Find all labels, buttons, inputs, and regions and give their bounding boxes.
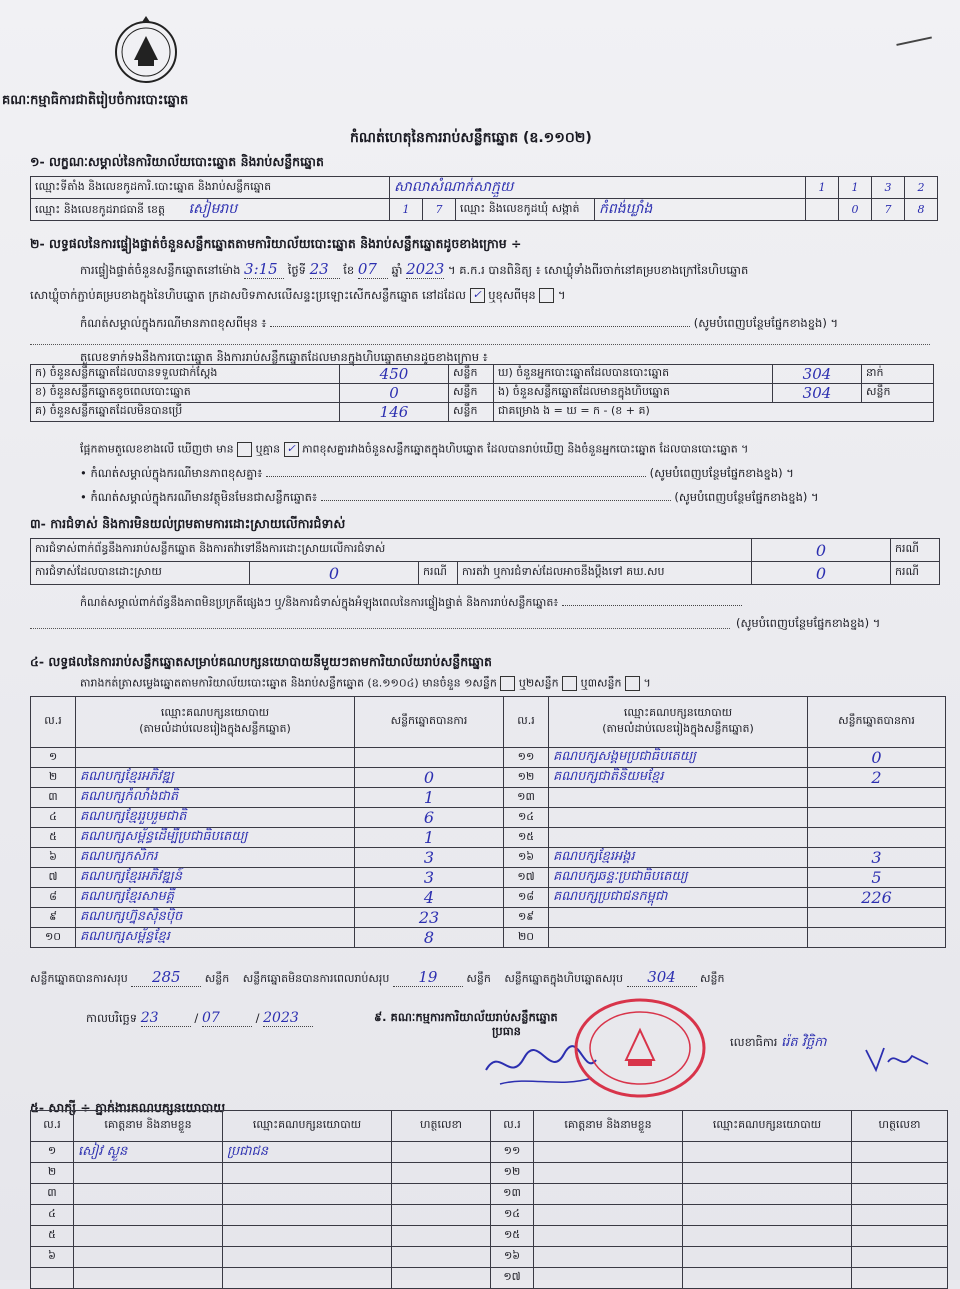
witness-no: ១៤: [491, 1205, 534, 1226]
authority-name: គណៈកម្មាធិការជាតិរៀបចំការបោះឆ្នោត: [2, 93, 189, 108]
counts-table: [30, 364, 934, 422]
witness-party: ប្រជាជន: [223, 1142, 392, 1163]
note-difference-field[interactable]: [270, 326, 690, 327]
party-name: គណបក្សខ្មែរសាមគ្គី: [76, 888, 355, 908]
province-code-digit: 1: [390, 199, 423, 221]
count-a-value: 450: [340, 365, 449, 384]
col-party-subtitle: (តាមលំដាប់លេខរៀងក្នុងសន្លឹកឆ្នោត): [139, 722, 291, 735]
discrepancy-none-checkbox[interactable]: ✓: [284, 442, 299, 457]
party-votes: 4: [355, 888, 504, 908]
section3-heading: ៣- ការជំទាស់ និងការមិនយល់ព្រមតាមការដោះស្រាយលើការជំទាស់: [30, 516, 346, 531]
total-valid-value: 285: [131, 968, 201, 987]
seal-check-text: សោឃ្លុំចាក់ភ្ជាប់គម្របខាងក្នុងនៃហិបឆ្នោត ក្រដាសបិទភាសលើសន្ទះប្រឡោះសើកសន្លឹកឆ្នោត នៅដដែល: [30, 288, 466, 302]
party-no: ១១: [504, 748, 549, 768]
count-a-label: ក) ចំនួនសន្លឹកឆ្នោតដែលបានទទួលជាក់ស្តែង: [31, 365, 340, 384]
discrepancy-rest: ភាពខុសគ្នារវាងចំនួនសន្លឹកឆ្នោតក្នុងហិបឆ្នោត ដែលបានរាប់ឃើញ និងចំនួនអ្នកបោះឆ្នោត ដែលបានបោះឆ្នោត ។: [302, 442, 749, 456]
secretary-label: លេខាធិការ: [730, 1035, 778, 1049]
total-box-value: 304: [627, 968, 697, 987]
day-label: ថ្ងៃទី: [287, 263, 306, 277]
party-name: គណបក្សខ្មែរអភិវឌ្ឍ: [76, 768, 355, 788]
resolved-value: 0: [250, 562, 419, 585]
witness-name: [534, 1226, 683, 1247]
total-invalid-label: សន្លឹកឆ្នោតមិនបានការពេលរាប់សរុប: [242, 972, 390, 985]
col-party-subtitle: (តាមលំដាប់លេខរៀងក្នុងសន្លឹកឆ្នោត): [602, 722, 754, 735]
party-votes: [808, 908, 946, 928]
col-party-header: ឈ្មោះគណបក្សនយោបាយ: [223, 1111, 392, 1142]
province-value: សៀមរាប: [188, 201, 238, 217]
witness-name: [74, 1163, 223, 1184]
commune-code-digit: 0: [839, 199, 872, 221]
col-sign-header: ហត្ថលេខា: [852, 1111, 948, 1142]
office-code-digit: 3: [872, 177, 905, 199]
unit-sheet: សន្លឹក: [466, 972, 491, 985]
table-row: [31, 788, 946, 808]
party-votes: 1: [355, 788, 504, 808]
witness-no: ១៦: [491, 1247, 534, 1268]
witness-party: [223, 1268, 392, 1289]
section4-heading: ៤- លទ្ធផលនៃការរាប់សន្លឹកឆ្នោតសម្រាប់គណបក្សនយោបាយនីមួយៗតាមការិយាល័យរាប់សន្លឹកឆ្នោត: [30, 654, 492, 669]
party-votes: 3: [355, 868, 504, 888]
seal-check-line: សោឃ្លុំចាក់ភ្ជាប់គម្របខាងក្នុងនៃហិបឆ្នោត ក្រដាសបិទភាសលើសន្ទះប្រឡោះសើកសន្លឹកឆ្នោត នៅដដែល ✓ ឬខុសពីមុន ។: [30, 288, 566, 302]
party-no: ៨: [31, 888, 76, 908]
table-row: [31, 1268, 948, 1289]
party-no: ១: [31, 748, 76, 768]
party-no: ៣: [31, 788, 76, 808]
party-no: ១៨: [504, 888, 549, 908]
party-votes: [808, 788, 946, 808]
party-name: គណបក្សសម្ព័ន្ធខ្មែរ: [76, 928, 355, 948]
party-no: ៦: [31, 848, 76, 868]
witness-signature: [852, 1226, 948, 1247]
corner-mark: [896, 36, 935, 63]
objections-table: [30, 538, 940, 585]
party-no: ១៤: [504, 808, 549, 828]
witness-no: ១៥: [491, 1226, 534, 1247]
witness-party: [223, 1205, 392, 1226]
party-name: គណបក្សកំលាំងជាតិ: [76, 788, 355, 808]
year-label: ឆ្នាំ: [391, 263, 403, 277]
party-votes: 3: [355, 848, 504, 868]
province-label: [31, 199, 390, 221]
total-valid-label: សន្លឹកឆ្នោតបានការសរុប: [30, 972, 128, 985]
discrepancy-line: [80, 442, 748, 459]
table-row: [31, 868, 946, 888]
witness-party: [223, 1226, 392, 1247]
count-e-value: 304: [773, 384, 862, 403]
committee-label: ៩. គណៈកម្មការការិយាល័យរាប់សន្លឹកឆ្នោត: [374, 1010, 558, 1024]
table-row: [31, 1205, 948, 1226]
count-d-label: ឃ) ចំនួនអ្នកបោះឆ្នោតដែលបានបោះឆ្នោត: [494, 365, 773, 384]
col-party-title: ឈ្មោះគណបក្សនយោបាយ: [160, 706, 270, 719]
form-title: កំណត់ហេតុនៃការរាប់សន្លឹកឆ្នោត (ឧ.១១០២): [350, 130, 592, 146]
table-row: [31, 748, 946, 768]
fill-more-note: (សូមបំពេញបន្ថែមផ្នែកខាងខ្នង) ។: [736, 616, 881, 630]
witness-name: សៀវ ស្ងួន: [74, 1142, 223, 1163]
party-votes: 226: [808, 888, 946, 908]
fill-more-note: (សូមបំពេញបន្ថែមផ្នែកខាងខ្នង) ។: [649, 466, 794, 480]
col-name-header: គោត្តនាម និងនាមខ្លួន: [534, 1111, 683, 1142]
table-row: [31, 1163, 948, 1184]
party-no: ២: [31, 768, 76, 788]
party-no: ១៧: [504, 868, 549, 888]
witness-no: ៤: [31, 1205, 74, 1226]
col-party-header: [549, 697, 808, 748]
table-row: [31, 1184, 948, 1205]
witness-party: [683, 1163, 852, 1184]
note-difference-label: កំណត់សម្គាល់ក្នុងករណីមានភាពខុសពីមុន ៖: [80, 316, 267, 330]
note-difference-line: [80, 316, 838, 333]
unit-sheet: សន្លឹក: [449, 403, 494, 422]
party-votes: 1: [355, 828, 504, 848]
province-code-digit: 7: [423, 199, 456, 221]
secretary-signature: [862, 1042, 932, 1079]
empty-cell: [806, 199, 839, 221]
month-label: ខែ: [343, 263, 355, 277]
party-votes: [808, 808, 946, 828]
bullet-foreign-field[interactable]: [321, 500, 671, 501]
count-c-label: គ) ចំនួនសន្លឹកឆ្នោតដែលមិនបានប្រើ: [31, 403, 340, 422]
unit-case: ករណី: [419, 562, 458, 585]
party-name: គណបក្សសង្គមប្រជាធិបតេយ្យ: [549, 748, 808, 768]
unit-person: នាក់: [862, 365, 934, 384]
witness-no: ១២: [491, 1163, 534, 1184]
verification-time: 3:15: [244, 260, 284, 279]
party-no: ៥: [31, 828, 76, 848]
party-votes: [808, 828, 946, 848]
witness-signature: [852, 1247, 948, 1268]
party-votes: 8: [355, 928, 504, 948]
table-row: [31, 928, 946, 948]
section2-heading: ២- លទ្ធផលនៃការផ្ទៀងផ្ទាត់ចំនួនសន្លឹកឆ្នោតតាមការិយាល័យបោះឆ្នោត និងរាប់សន្លឹកឆ្នោតដូចខាងក្រោម ÷: [30, 236, 522, 251]
witness-party: [223, 1247, 392, 1268]
date-day: 23: [141, 1010, 191, 1027]
witness-party: [683, 1142, 852, 1163]
witness-name: [534, 1205, 683, 1226]
tally-sheets-line: តារាងកត់ត្រាសម្លេងឆ្នោតតាមការិយាល័យបោះឆ្នោត និងរាប់សន្លឹកឆ្នោត (ឧ.១១០៤) មានចំនួន ១សន្លឹក ឬ២សន្លឹក ឬ៣សន្លឹក ។: [80, 676, 651, 690]
verification-month: 07: [358, 260, 388, 279]
party-name: គណបក្សខ្មែរអង្គរ: [549, 848, 808, 868]
witness-signature: [392, 1268, 491, 1289]
witness-name: [74, 1226, 223, 1247]
office-code-digit: 2: [905, 177, 938, 199]
col-name-header: គោត្តនាម និងនាមខ្លួន: [74, 1111, 223, 1142]
chair-label: ប្រធាន: [492, 1024, 521, 1038]
witness-no: ២: [31, 1163, 74, 1184]
three-sheets-label: ឬ៣សន្លឹក: [580, 676, 622, 690]
party-name: គណបក្សសម្ព័ន្ធដើម្បីប្រជាធិបតេយ្យ: [76, 828, 355, 848]
party-votes: 3: [808, 848, 946, 868]
witness-signature: [852, 1163, 948, 1184]
col-no-header: ល.រ: [504, 697, 549, 748]
witness-no: ១១: [491, 1142, 534, 1163]
party-no: ៩: [31, 908, 76, 928]
party-name: គណបក្សខ្មែររួបរួមជាតិ: [76, 808, 355, 828]
party-no: ៧: [31, 868, 76, 888]
table-row: [31, 828, 946, 848]
witness-party: [683, 1247, 852, 1268]
official-stamp: [572, 996, 708, 1103]
date-month: 07: [202, 1010, 252, 1027]
date-label: កាលបរិច្ឆេទ: [86, 1011, 138, 1025]
witness-signature: [852, 1142, 948, 1163]
section1-heading: ១- លក្ខណៈសម្គាល់នៃការិយាល័យបោះឆ្នោត និងរាប់សន្លឹកឆ្នោត: [30, 154, 324, 169]
party-name: គណបក្សហ្វ៊ុនស៊ិនប៉ិច: [76, 908, 355, 928]
fill-more-note: (សូមបំពេញបន្ថែមផ្នែកខាងខ្នង) ។: [693, 316, 839, 330]
party-votes: [808, 928, 946, 948]
unit-case: ករណី: [891, 562, 940, 585]
witness-name: [74, 1268, 223, 1289]
witness-name: [74, 1184, 223, 1205]
party-no: ១៩: [504, 908, 549, 928]
resolved-label: ការជំទាស់ដែលបានដោះស្រាយ: [31, 562, 250, 585]
dotted-line: [30, 344, 930, 345]
objection-value: 0: [752, 539, 891, 562]
witness-name: [534, 1247, 683, 1268]
discrepancy-yes-checkbox[interactable]: [237, 442, 252, 457]
witness-signature: [392, 1163, 491, 1184]
bullet-foreign-object: [80, 490, 819, 507]
party-no: ១៥: [504, 828, 549, 848]
witness-name: [534, 1184, 683, 1205]
table-row: [31, 908, 946, 928]
party-no: ១០: [31, 928, 76, 948]
two-sheets-label: ឬ២សន្លឹក: [518, 676, 559, 690]
table-row: [31, 1142, 948, 1163]
witness-signature: [852, 1205, 948, 1226]
unit-sheet: សន្លឹក: [449, 384, 494, 403]
witness-party: [683, 1268, 852, 1289]
table-row: [31, 808, 946, 828]
party-name: [549, 908, 808, 928]
col-party-header: [76, 697, 355, 748]
bullet-difference: [80, 466, 794, 483]
verification-suffix: ។ គ.ក.រ បានពិនិត្យ ៖ សោឃ្លុំទាំងពីរចាក់នៅគម្របខាងក្រៅនៃហិបឆ្នោត: [447, 263, 749, 277]
witness-name: [534, 1268, 683, 1289]
tally-sheets-intro: តារាងកត់ត្រាសម្លេងឆ្នោតតាមការិយាល័យបោះឆ្នោត និងរាប់សន្លឹកឆ្នោត (ឧ.១១០៤) មានចំនួន ១សន្លឹក: [80, 676, 497, 690]
witness-name: [534, 1142, 683, 1163]
party-name: [549, 828, 808, 848]
office-name-value: សាលាសំណាក់សាក្មួយ: [390, 177, 806, 199]
bullet-difference-field[interactable]: [266, 476, 646, 477]
col-no-header: ល.រ: [491, 1111, 534, 1142]
verification-year: 2023: [406, 260, 445, 278]
col-no-header: ល.រ: [31, 697, 76, 748]
commune-label: ឈ្មោះ និងលេខកូដឃុំ សង្កាត់: [456, 199, 595, 221]
secretary-line: [730, 1034, 827, 1053]
irregularity-note-label: កំណត់សម្គាល់ពាក់ព័ន្ធនឹងភាពមិនប្រក្រតីផ្សេងៗ ឬ/និងការជំទាស់ក្នុងអំឡុងពេលនៃការផ្ទៀងផ្ទាត់ និងការរាប់សន្លឹកឆ្នោត៖: [80, 596, 559, 609]
witness-party: [683, 1226, 852, 1247]
witness-name: [74, 1205, 223, 1226]
party-votes: 6: [355, 808, 504, 828]
table-row: [31, 1226, 948, 1247]
unit-sheet: សន្លឹក: [204, 972, 230, 985]
irregularity-note-field[interactable]: [562, 605, 742, 606]
witness-signature: [852, 1268, 948, 1289]
witness-name: [74, 1247, 223, 1268]
party-votes: 23: [355, 908, 504, 928]
witness-signature: [852, 1184, 948, 1205]
unit-sheet: សន្លឹក: [700, 972, 725, 985]
party-no: ១៣: [504, 788, 549, 808]
commune-code-digit: 8: [905, 199, 938, 221]
party-votes: 5: [808, 868, 946, 888]
col-party-header: ឈ្មោះគណបក្សនយោបាយ: [683, 1111, 852, 1142]
witness-no: ១៣: [491, 1184, 534, 1205]
witness-no: ៣: [31, 1184, 74, 1205]
commune-value: កំពង់ឃ្លាំង: [595, 199, 806, 221]
bullet-difference-label: • កំណត់សម្គាល់ក្នុងករណីមានភាពខុសគ្នា៖: [80, 466, 263, 480]
dotted-line: [30, 628, 730, 629]
fill-more-note: (សូមបំពេញបន្ថែមផ្នែកខាងខ្នង) ។: [674, 490, 819, 504]
total-invalid-value: 19: [393, 968, 463, 987]
witness-no: ៥: [31, 1226, 74, 1247]
section1-table: [30, 176, 938, 221]
verification-prefix: ការផ្ទៀងផ្ទាត់ចំនួនសន្លឹកឆ្នោតនៅម៉ោង: [80, 263, 241, 277]
count-b-value: 0: [340, 384, 449, 403]
appeal-label: ការតវ៉ា ឬការជំទាស់ដែលអាចនឹងប្តឹងទៅ គឃ.សប: [458, 562, 752, 585]
one-sheet-checkbox[interactable]: [500, 676, 515, 691]
count-formula: ជាគម្រោង ង = ឃ = ក - (ខ + គ): [494, 403, 934, 422]
party-name: [549, 808, 808, 828]
party-name: គណបក្សខ្មែរអភិវឌ្ឍន៍: [76, 868, 355, 888]
count-c-value: 146: [340, 403, 449, 422]
col-votes-header: សន្លឹកឆ្នោតបានការ: [355, 697, 504, 748]
party-no: ២០: [504, 928, 549, 948]
irregularity-note: [80, 596, 742, 612]
discrepancy-has-label: ផ្អែកតាមតួលេខខាងលើ ឃើញថា មាន: [80, 442, 234, 456]
date-line: កាលបរិច្ឆេទ 23 / 07 / 2023: [86, 1010, 313, 1028]
changed-label: ឬខុសពីមុន: [488, 288, 536, 302]
witness-no: [31, 1268, 74, 1289]
party-name: គណបក្សប្រជាជនកម្ពុជា: [549, 888, 808, 908]
discrepancy-none-label: ឬគ្មាន: [255, 442, 281, 456]
party-name: [549, 928, 808, 948]
two-sheets-checkbox[interactable]: [562, 676, 577, 691]
col-votes-header: សន្លឹកឆ្នោតបានការ: [808, 697, 946, 748]
witness-party: [223, 1184, 392, 1205]
section5-heading: ៥- សាក្សី ÷ ភ្នាក់ងារគណបក្សនយោបាយ: [30, 1100, 226, 1115]
table-row: [31, 768, 946, 788]
bullet-foreign-label: • កំណត់សម្គាល់ក្នុងករណីមានវត្ថុមិនមែនជាសន្លឹកឆ្នោត៖: [80, 490, 318, 504]
three-sheets-checkbox[interactable]: [625, 676, 640, 691]
total-box-label: សន្លឹកឆ្នោតក្នុងហិបឆ្នោតសរុប: [504, 972, 624, 985]
unit-sheet: សន្លឹក: [449, 365, 494, 384]
changed-checkbox[interactable]: [539, 288, 554, 303]
count-b-label: ខ) ចំនួនសន្លឹកឆ្នោតខូចពេលបោះឆ្នោត: [31, 384, 340, 403]
results-table: [30, 696, 946, 948]
party-votes: 2: [808, 768, 946, 788]
province-label-text: ឈ្មោះ និងលេខកូដរាជធានី ខេត្ត: [35, 203, 165, 216]
national-emblem-logo: [112, 14, 180, 86]
party-no: ៤: [31, 808, 76, 828]
table-row: [31, 1247, 948, 1268]
commune-code-digit: 7: [872, 199, 905, 221]
party-no: ១៦: [504, 848, 549, 868]
witness-name: [534, 1163, 683, 1184]
verification-day: 23: [310, 260, 340, 279]
totals-line: [30, 968, 724, 988]
witness-party: [223, 1163, 392, 1184]
party-name: គណបក្សជាតិនិយមខ្មែរ: [549, 768, 808, 788]
party-votes: [355, 748, 504, 768]
objection-label: ការជំទាស់ពាក់ព័ន្ធនឹងការរាប់សន្លឹកឆ្នោត និងការតវ៉ាទៅនឹងការដោះស្រាយលើការជំទាស់: [31, 539, 752, 562]
appeal-value: 0: [752, 562, 891, 585]
party-name: [549, 788, 808, 808]
col-party-title: ឈ្មោះគណបក្សនយោបាយ: [623, 706, 733, 719]
witness-no: ១៧: [491, 1268, 534, 1289]
witness-party: [683, 1184, 852, 1205]
party-no: ១២: [504, 768, 549, 788]
witness-signature: [392, 1247, 491, 1268]
col-no-header: ល.រ: [31, 1111, 74, 1142]
witness-no: ៦: [31, 1247, 74, 1268]
witness-signature: [392, 1205, 491, 1226]
witness-table: [30, 1110, 948, 1289]
col-sign-header: ហត្ថលេខា: [392, 1111, 491, 1142]
counts-intro: តួលេខទាក់ទងនឹងការបោះឆ្នោត និងការរាប់សន្លឹកឆ្នោតដែលមានក្នុងហិបឆ្នោតមានដូចខាងក្រោម ៖: [80, 350, 488, 364]
witness-signature: [392, 1142, 491, 1163]
party-name: គណបក្សកសិករ: [76, 848, 355, 868]
secretary-name: រ៉េត វិច្ឆិកា: [781, 1035, 827, 1050]
witness-signature: [392, 1226, 491, 1247]
office-code-digit: 1: [839, 177, 872, 199]
party-name: [76, 748, 355, 768]
party-name: គណបក្សឆន្ទៈប្រជាធិបតេយ្យ: [549, 868, 808, 888]
table-row: [31, 848, 946, 868]
unchanged-checkbox[interactable]: ✓: [470, 288, 485, 303]
count-d-value: 304: [773, 365, 862, 384]
witness-no: ១: [31, 1142, 74, 1163]
witness-signature: [392, 1184, 491, 1205]
party-votes: 0: [808, 748, 946, 768]
table-row: [31, 888, 946, 908]
unit-case: ករណី: [891, 539, 940, 562]
verification-time-line: [80, 260, 748, 280]
witness-party: [683, 1205, 852, 1226]
office-code-digit: 1: [806, 177, 839, 199]
unit-sheet: សន្លឹក: [862, 384, 934, 403]
count-e-label: ង) ចំនួនសន្លឹកឆ្នោតដែលមានក្នុងហិបឆ្នោត: [494, 384, 773, 403]
date-year: 2023: [263, 1010, 313, 1027]
office-name-label: ឈ្មោះទីតាំង និងលេខកូដការិ.បោះឆ្នោត និងរាប់សន្លឹកឆ្នោត: [31, 177, 390, 199]
party-votes: 0: [355, 768, 504, 788]
